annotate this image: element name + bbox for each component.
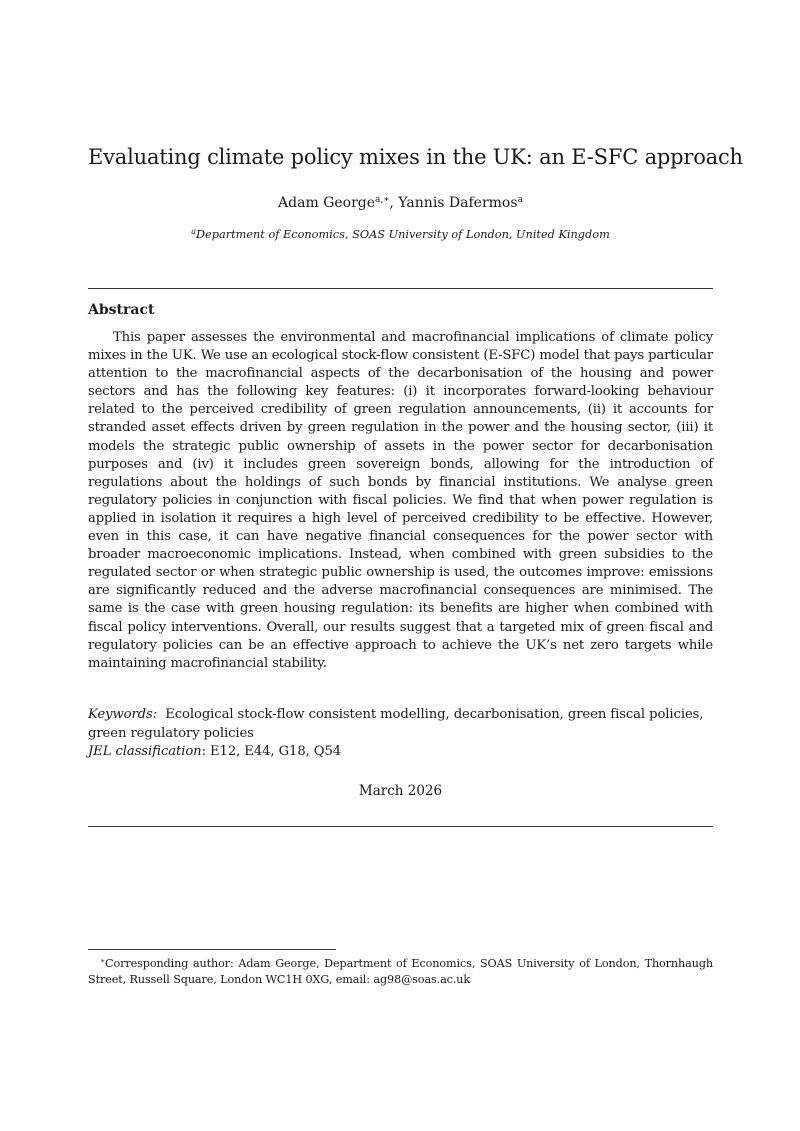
keywords-line bbox=[88, 706, 713, 743]
jel-label: JEL classification bbox=[88, 744, 202, 759]
abstract-bottom-rule bbox=[88, 826, 713, 827]
footnote bbox=[88, 953, 713, 988]
abstract-top-rule bbox=[88, 288, 713, 289]
affiliation-text: Department of Economics, SOAS University of London, United Kingdom bbox=[195, 228, 610, 241]
author-marks: a bbox=[517, 195, 523, 205]
jel-codes: : E12, E44, G18, Q54 bbox=[201, 744, 342, 759]
author-name: Yannis Dafermos bbox=[398, 195, 518, 211]
footnote-text: Corresponding author: Adam George, Department of Economics, SOAS University of London, Thornhaugh Street, Russell Square, London WC1H 0XG, email: ag98@soas.ac.uk bbox=[88, 957, 713, 986]
jel-line bbox=[88, 743, 713, 762]
affiliation bbox=[88, 227, 713, 241]
author-marks: a,∗ bbox=[375, 195, 390, 205]
abstract-text: This paper assesses the environmental and macrofinancial implications of climate policy mixes in the UK. We use an ecological stock-flow consistent (E-SFC) model that pays particular attention to the macrofinancial aspects of the decarbonisation of the housing and power sectors and has the following key features: (i) it incorporates forward-looking behaviour related to the perceived credibility of green regulation announcements, (ii) it accounts for stranded asset effects driven by green regulation in the power and the housing sector, (iii) it models the strategic public ownership of assets in the power sector for decarbonisation purposes and (iv) it includes green sovereign bonds, allowing for the introduction of regulations about the holdings of such bonds by financial institutions. We analyse green regulatory policies in conjunction with fiscal policies. We find that when power regulation is applied in isolation it requires a high level of perceived credibility to be effective. However, even in this case, it can have negative financial consequences for the power sector with broader macroeconomic implications. Instead, when combined with green subsidies to the regulated sector or when strategic public ownership is used, the outcomes improve: emissions are significantly reduced and the adverse macrofinancial consequences are minimised. The same is the case with green housing regulation: its benefits are higher when combined with fiscal policy interventions. Overall, our results suggest that a targeted mix of green fiscal and regulatory policies can be an effective approach to achieve the UK’s net zero targets while maintaining macrofinancial stability. bbox=[88, 330, 713, 671]
author-list bbox=[88, 195, 713, 211]
author-name: Adam George bbox=[278, 195, 376, 211]
footnote-rule bbox=[88, 949, 336, 950]
paper-title: Evaluating climate policy mixes in the UK: an E-SFC approach bbox=[88, 145, 743, 169]
author-separator: , bbox=[389, 195, 399, 211]
abstract-heading: Abstract bbox=[88, 302, 155, 318]
footnote-mark: ∗ bbox=[100, 956, 105, 965]
keywords-label: Keywords: bbox=[88, 707, 158, 722]
affiliation-mark: a bbox=[191, 227, 196, 236]
keywords-block bbox=[88, 706, 713, 762]
keywords-text: Ecological stock-flow consistent modelling, decarbonisation, green fiscal policies, green regulatory policies bbox=[88, 707, 704, 741]
publication-date: March 2026 bbox=[358, 783, 443, 799]
